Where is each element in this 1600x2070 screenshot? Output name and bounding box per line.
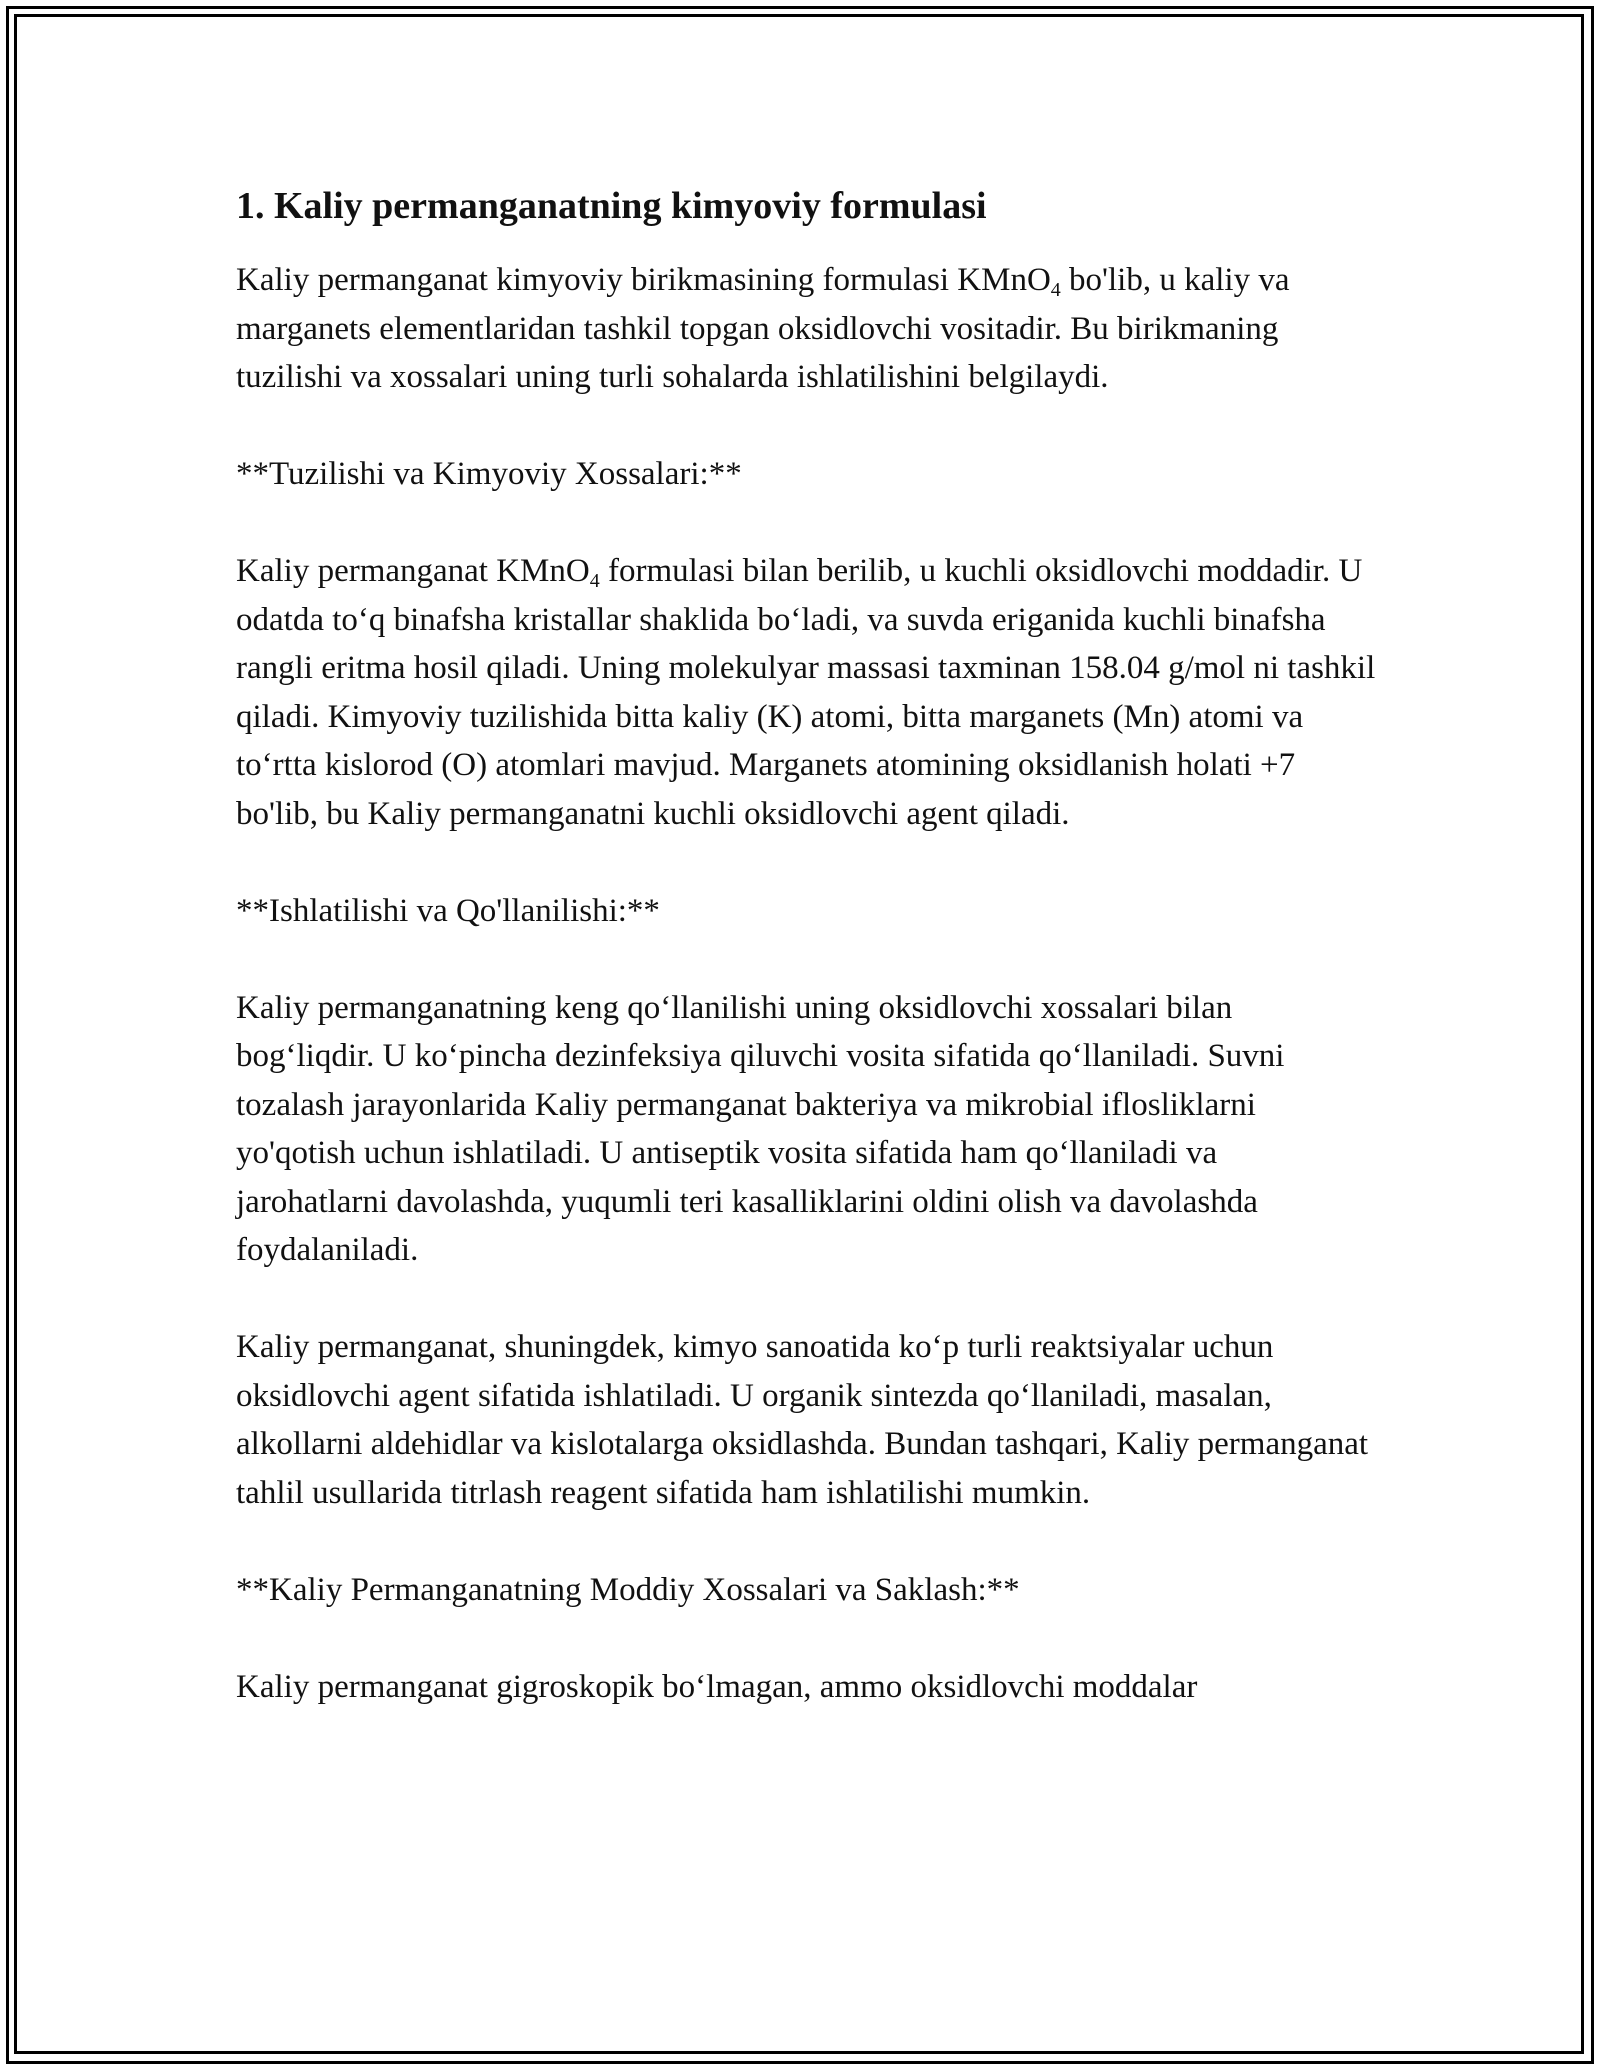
usage-title: **Ishlatilishi va Qo'llanilishi:** [236,892,660,929]
structure-title: **Tuzilishi va Kimyoviy Xossalari:** [236,456,742,492]
structure-text-before: Kaliy permanganat KMnO [236,553,590,589]
usage-paragraph-2: Kaliy permanganat, shuningdek, kimyo sanoatida ko‘p turli reaktsiyalar uchun oksidlovchi agent sifatida ishlatiladi. U organik sintezda qo‘llaniladi, masalan, alkollarni aldehidlar va kislotalarga oksidlashda. Bundan tashqari, Kaliy permanganat tahlil usullarida titrlash reagent sifatida ham ishlatilishi mumkin. [236,1329,1369,1511]
storage-title: **Kaliy Permanganatning Moddiy Xossalari va Saklash:** [236,1571,1020,1608]
structure-paragraph [236,547,1376,838]
intro-text-after: bo'lib, u kaliy va marganets elementlaridan tashkil topgan oksidlovchi vositadir. Bu birikmaning tuzilishi va xossalari uning turli sohalarda ishlatilishini belgilaydi. [236,262,1290,395]
document-body [236,180,1376,1760]
intro-text-before: Kaliy permanganat kimyoviy birikmasining formulasi KMnO [236,262,1051,298]
intro-paragraph [236,256,1376,402]
storage-paragraph: Kaliy permanganat gigroskopik bo‘lmagan, ammo oksidlovchi moddalar [236,1668,1198,1705]
section-heading: 1. Kaliy permanganatning kimyoviy formulasi [236,185,987,227]
intro-formula-subscript: 4 [1050,279,1061,301]
usage-paragraph-1: Kaliy permanganatning keng qo‘llanilishi uning oksidlovchi xossalari bilan bog‘liqdir. U ko‘pincha dezinfeksiya qiluvchi vosita sifatida qo‘llaniladi. Suvni tozalash jarayonlarida Kaliy permanganat bakteriya va mikrobial iflosliklarni yo'qotish uchun ishlatiladi. U antiseptik vosita sifatida ham qo‘llaniladi va jarohatlarni davolashda, yuqumli teri kasalliklarini oldini olish va davolashda foydalaniladi. [236,989,1285,1268]
structure-formula-subscript: 4 [589,570,600,592]
structure-text-after: formulasi bilan berilib, u kuchli oksidlovchi moddadir. U odatda to‘q binafsha kristallar shaklida bo‘ladi, va suvda eriganida kuchli binafsha rangli eritma hosil qiladi. Uning molekulyar massasi taxminan 158.04 g/mol ni tashkil qiladi. Kimyoviy tuzilishida bitta kaliy (K) atomi, bitta marganets (Mn) atomi va to‘rtta kislorod (O) atomlari mavjud. Marganets atomining oksidlanish holati +7 bo'lib, bu Kaliy permanganatni kuchli oksidlovchi agent qiladi. [236,553,1376,832]
